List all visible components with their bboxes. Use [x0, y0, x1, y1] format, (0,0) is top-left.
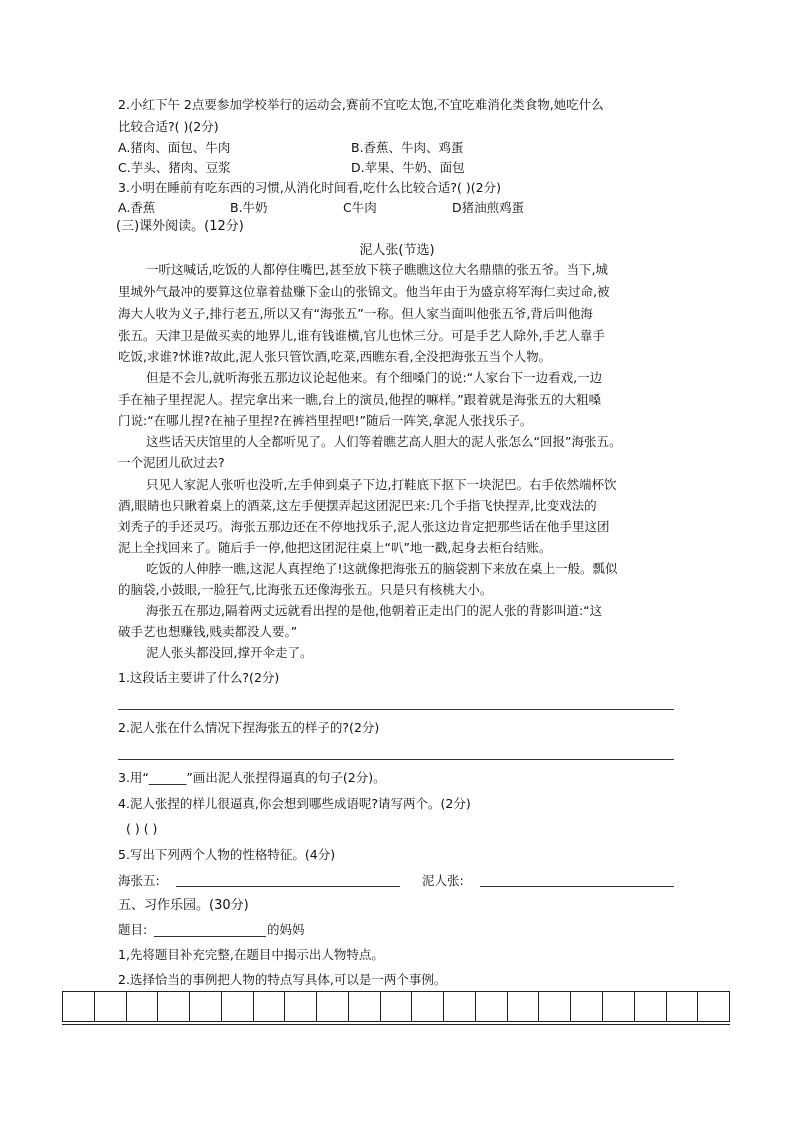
q2-option-a: A.猪肉、面包、牛肉	[118, 140, 231, 155]
passage-line: 海张五在那边,隔着两丈远就看出捏的是他,他朝着正走出门的泥人张的背影叫道:“这	[146, 603, 603, 618]
grid-cell[interactable]	[158, 992, 190, 1021]
q2-stem-line1: 2.小红下午 2点要参加学校举行的运动会,赛前不宜吃太饱,不宜吃难消化类食物,她吃什么	[118, 97, 604, 112]
grid-cell[interactable]	[667, 992, 699, 1021]
q2-option-d: D.苹果、牛奶、面包	[351, 160, 465, 175]
idiom-answer-blanks[interactable]: ( ) ( )	[126, 821, 158, 836]
q3-option-b: B.牛奶	[230, 200, 268, 215]
grid-cell[interactable]	[635, 992, 667, 1021]
grid-cell[interactable]	[95, 992, 127, 1021]
q2-option-b: B.香蕉、牛肉、鸡蛋	[351, 140, 464, 155]
trait-label-niren-zhang: 泥人张:	[422, 873, 464, 888]
passage-line: 一个泥团儿砍过去?	[118, 455, 225, 470]
grid-cell[interactable]	[381, 992, 413, 1021]
passage-line: 的脑袋,小鼓眼,一脸狂气,比海张五还像海张五。只是只有核桃大小。	[118, 582, 493, 597]
question-4: 4.泥人张捏的样儿很逼真,你会想到哪些成语呢?请写两个。(2分)	[118, 796, 471, 811]
section3-heading: (三)课外阅读。(12分)	[116, 219, 244, 234]
q3-option-d: D猪油煎鸡蛋	[452, 200, 525, 215]
q3-option-c: C牛肉	[343, 200, 377, 215]
answer-line-q1[interactable]	[118, 709, 674, 710]
passage-line: 吃饭的人伸脖一瞧,这泥人真捏绝了!这就像把海张五的脑袋割下来放在桌上一般。瓢似	[146, 561, 618, 576]
passage-line: 海大人收为义子,排行老五,所以又有“海张五”一称。但人家当面叫他张五爷,背后叫他海	[118, 306, 593, 321]
grid-cell[interactable]	[254, 992, 286, 1021]
section5-heading: 五、习作乐园。(30分)	[118, 898, 249, 913]
grid-cell[interactable]	[190, 992, 222, 1021]
grid-cell[interactable]	[698, 992, 729, 1021]
passage-line: 泥人张头都没回,撑开伞走了。	[146, 645, 313, 660]
question-5: 5.写出下列两个人物的性格特征。(4分)	[118, 847, 336, 862]
grid-cell[interactable]	[603, 992, 635, 1021]
passage-line: 酒,眼睛也只瞅着桌上的酒菜,这左手便摆弄起这团泥巴来:几个手指飞快捏弄,比变戏法的	[118, 498, 597, 513]
grid-cell[interactable]	[539, 992, 571, 1021]
question-1: 1.这段话主要讲了什么?(2分)	[118, 670, 280, 685]
question-2: 2.泥人张在什么情况下捏海张五的样子的?(2分)	[118, 720, 380, 735]
grid-cell[interactable]	[412, 992, 444, 1021]
grid-cell[interactable]	[349, 992, 381, 1021]
question-3: 3.用“______”画出泥人张捏得逼真的句子(2分)。	[118, 770, 386, 785]
q3-stem: 3.小明在睡前有吃东西的习惯,从消化时间看,吃什么比较合适?( )(2分)	[118, 180, 501, 195]
grid-cell[interactable]	[317, 992, 349, 1021]
q3-option-a: A.香蕉	[118, 200, 156, 215]
q2-option-c: C.芋头、猪肉、豆浆	[118, 160, 231, 175]
passage-line: 门说:“在哪儿捏?在袖子里捏?在裤裆里捏吧!”随后一阵笑,拿泥人张找乐子。	[118, 413, 533, 428]
composition-topic-suffix: 的妈妈	[267, 922, 305, 937]
trait-answer-line-hai-zhangwu[interactable]	[176, 886, 400, 887]
passage-line: 但是不会儿,就听海张五那边议论起他来。有个细嗓门的说:“人家台下一边看戏,一边	[146, 370, 603, 385]
composition-requirement-2: 2.选择恰当的事例把人物的特点写具体,可以是一两个事例。	[118, 972, 447, 987]
writing-grid[interactable]	[62, 991, 730, 1022]
grid-cell[interactable]	[63, 992, 95, 1021]
passage-line: 手在袖子里捏泥人。捏完拿出来一瞧,台上的演员,他捏的嘛样。”跟着就是海张五的大粗嗓	[118, 392, 602, 407]
passage-title: 泥人张(节选)	[359, 243, 435, 258]
passage-line: 破手艺也想赚钱,贱卖都没人要。”	[118, 624, 298, 639]
composition-topic-prefix: 题目:	[118, 922, 148, 937]
answer-line-q2[interactable]	[118, 759, 674, 760]
grid-cell[interactable]	[222, 992, 254, 1021]
grid-cell[interactable]	[285, 992, 317, 1021]
grid-cell[interactable]	[508, 992, 540, 1021]
passage-line: 里城外气最冲的要算这位靠着盐赚下金山的张锦文。他当年由于为盛京将军海仁卖过命,被	[118, 284, 610, 299]
grid-cell[interactable]	[444, 992, 476, 1021]
trait-label-hai-zhangwu: 海张五:	[118, 873, 160, 888]
grid-cell[interactable]	[476, 992, 508, 1021]
grid-cell[interactable]	[571, 992, 603, 1021]
passage-line: 一听这喊话,吃饭的人都停住嘴巴,甚至放下筷子瞧瞧这位大名鼎鼎的张五爷。当下,城	[146, 262, 608, 277]
passage-line: 张五。天津卫是做买卖的地界儿,谁有钱谁横,官儿也怵三分。可是手艺人除外,手艺人靠手	[118, 328, 605, 343]
passage-line: 吃饭,求谁?怵谁?故此,泥人张只管饮酒,吃菜,西瞧东看,全没把海张五当个人物。	[118, 349, 552, 364]
grid-cell[interactable]	[127, 992, 159, 1021]
passage-line: 这些话天庆馆里的人全都听见了。人们等着瞧艺高人胆大的泥人张怎么“回报”海张五。	[146, 434, 622, 449]
composition-requirement-1: 1,先将题目补充完整,在题目中揭示出人物特点。	[118, 947, 384, 962]
passage-line: 只见人家泥人张听也没听,左手伸到桌子下边,打鞋底下抠下一块泥巴。右手依然端杯饮	[146, 477, 617, 492]
trait-answer-line-niren-zhang[interactable]	[480, 886, 674, 887]
passage-line: 刘秃子的手还灵巧。海张五那边还在不停地找乐子,泥人张这边肯定把那些话在他手里这团	[118, 519, 610, 534]
passage-line: 泥上全找回来了。随后手一停,他把这团泥往桌上“叭”地一戳,起身去柜台结账。	[118, 540, 552, 555]
composition-topic-blank[interactable]	[154, 936, 266, 937]
q2-stem-line2: 比较合适?( )(2分)	[118, 119, 219, 134]
writing-grid-underline	[62, 1024, 730, 1025]
